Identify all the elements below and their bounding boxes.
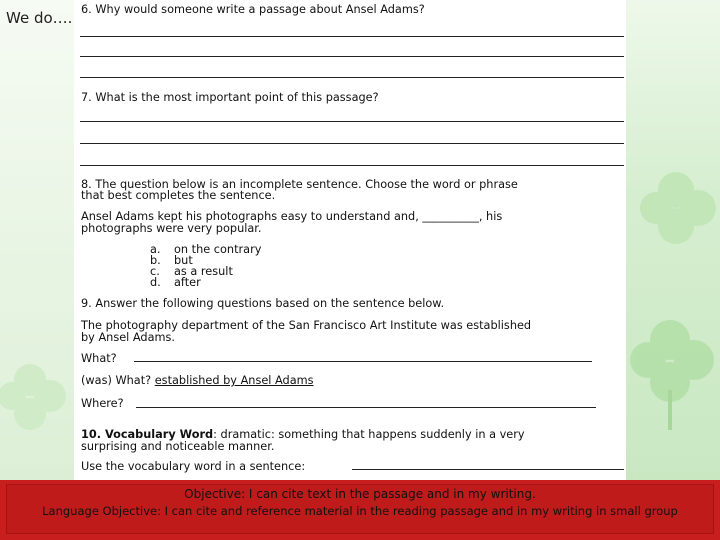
answer-line: [80, 121, 624, 122]
answer-line: [80, 143, 624, 144]
objective-banner: [0, 480, 720, 540]
option-text: after: [174, 276, 201, 289]
question-7-prompt: 7. What is the most important point of this passage?: [81, 91, 379, 104]
option-a: [150, 244, 261, 255]
objective-text: Objective: I can cite text in the passage and in my writing.: [184, 487, 536, 501]
was-what-label: (was) What?: [81, 374, 152, 387]
vocabulary-definition: : dramatic: something that happens suddenly in a very: [213, 428, 525, 441]
answer-line: [80, 165, 624, 166]
question-6-prompt: 6. Why would someone write a passage about Ansel Adams?: [81, 3, 425, 16]
objective-banner-inner: [6, 484, 714, 534]
clover-decoration-icon: [630, 300, 720, 440]
option-d: [150, 277, 201, 288]
question-8-sentence-line1: Ansel Adams kept his photographs easy to understand and, __________, his: [81, 210, 503, 223]
option-text: on the contrary: [174, 243, 262, 256]
what-label: What?: [81, 352, 117, 365]
option-letter: a.: [150, 243, 161, 256]
clover-decoration-icon: [626, 150, 720, 270]
option-letter: d.: [150, 276, 161, 289]
vocabulary-answer-line: [352, 469, 624, 470]
vocabulary-word-label: 10. Vocabulary Word: [81, 428, 214, 441]
question-8-prompt-line1: 8. The question below is an incomplete sentence. Choose the word or phrase: [81, 178, 518, 191]
question-9-sentence-line1: The photography department of the San Francisco Art Institute was established: [81, 319, 532, 332]
answer-line: [80, 36, 624, 37]
answer-line: [80, 77, 624, 78]
where-answer-line: [136, 407, 596, 408]
was-what-row: [81, 375, 314, 386]
use-vocabulary-prompt: Use the vocabulary word in a sentence:: [81, 460, 306, 473]
option-letter: b.: [150, 254, 161, 267]
option-text: but: [174, 254, 193, 267]
option-text: as a result: [174, 265, 233, 278]
answer-line: [80, 56, 624, 57]
what-answer-line: [134, 361, 592, 362]
question-10-definition-line1: [81, 429, 525, 440]
question-8-prompt-line2: that best completes the sentence.: [81, 189, 276, 202]
question-10-definition-line2: surprising and noticeable manner.: [81, 440, 275, 453]
where-label: Where?: [81, 397, 124, 410]
question-8-sentence-line2: photographs were very popular.: [81, 222, 262, 235]
worksheet: [74, 0, 626, 480]
question-9-prompt: 9. Answer the following questions based on the sentence below.: [81, 297, 445, 310]
option-letter: c.: [150, 265, 160, 278]
clover-decoration-icon: [0, 330, 74, 480]
slide-title: We do….: [6, 9, 73, 27]
was-what-answer: established by Ansel Adams: [154, 374, 314, 387]
question-9-sentence-line2: by Ansel Adams.: [81, 331, 176, 344]
language-objective-text: Language Objective: I can cite and reference material in the reading passage and in my writing in small group: [42, 504, 678, 518]
